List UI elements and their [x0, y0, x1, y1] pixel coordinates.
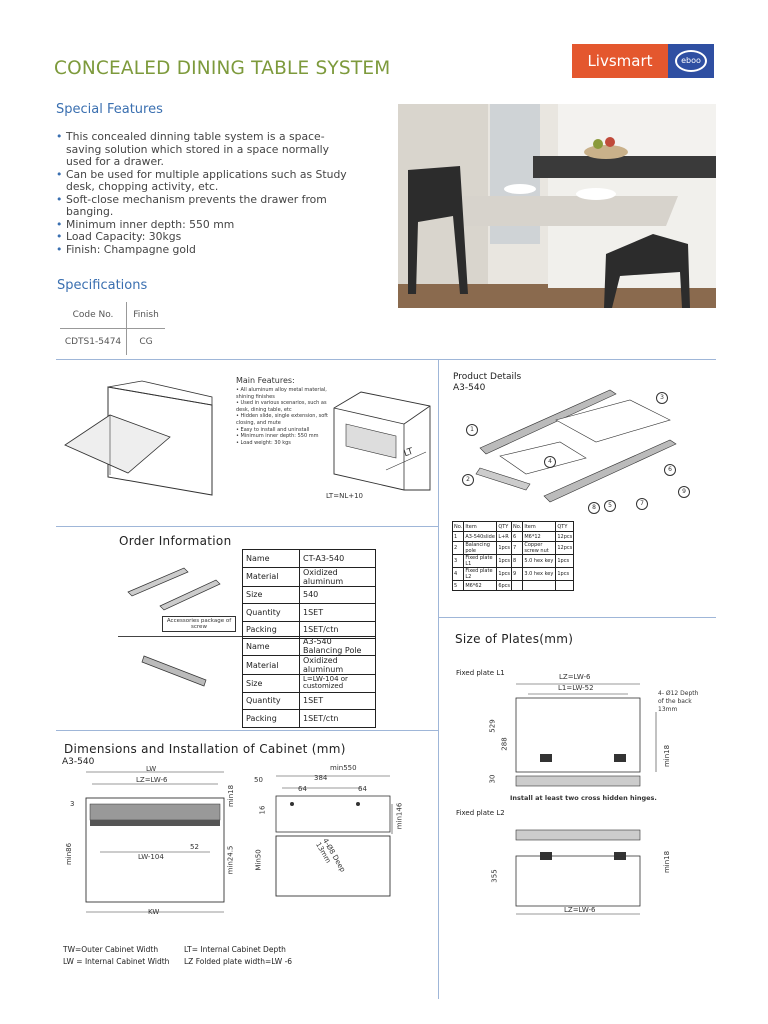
specifications-heading: Specifications [57, 278, 148, 293]
order-value: Oxidized aluminum [300, 567, 376, 586]
main-features-heading: Main Features: [236, 376, 295, 385]
order-row [243, 675, 376, 693]
callout-9: 9 [678, 486, 690, 498]
divider [118, 636, 242, 637]
order-value: A3-540 Balancing Pole [300, 637, 376, 656]
order-key: Material [243, 656, 300, 675]
parts-table [452, 521, 574, 591]
order-table-pole [242, 636, 376, 728]
cabinet-open-illustration [60, 375, 220, 500]
parts-cell: 5 [453, 581, 464, 591]
cabinet-heading: Dimensions and Installation of Cabinet (mm) [64, 742, 346, 756]
callout-4: 4 [544, 456, 556, 468]
legend-lt: LT= Internal Cabinet Depth [184, 945, 286, 954]
order-row [243, 692, 376, 710]
order-row [243, 656, 376, 675]
spec-code-value: CDTS1-5474 [60, 329, 127, 356]
dim-529: 529 [488, 719, 497, 733]
dim-288: 288 [500, 737, 509, 751]
order-key: Quantity [243, 692, 300, 710]
legend-lz: LZ Folded plate width=LW -6 [184, 957, 293, 966]
parts-cell [512, 581, 523, 591]
main-feature-item: • Used in various scenarios, such as desk, dining table, etc [236, 400, 327, 413]
parts-cell: 1pcs [497, 568, 512, 581]
parts-cell: 4 [453, 568, 464, 581]
order-value: 1SET/ctn [300, 710, 376, 728]
order-row [243, 637, 376, 656]
order-row [243, 604, 376, 622]
balancing-pole-illustration [140, 652, 210, 698]
dim-min245: min24.5 [226, 845, 235, 875]
parts-row [453, 581, 574, 591]
parts-cell: M6*12 [523, 532, 556, 542]
parts-cell: 9 [512, 568, 523, 581]
feature-item: • This concealed dinning table system is a space-saving solution which stored in a space normally used for a drawer. [56, 131, 356, 169]
parts-cell: 12pcs [556, 542, 574, 555]
parts-row [453, 568, 574, 581]
feature-item: • Minimum inner depth: 550 mm [56, 219, 356, 232]
parts-header-row [453, 522, 574, 532]
dim-kw: KW [148, 908, 160, 916]
dim-64a: 64 [298, 785, 307, 793]
parts-cell: 6 [512, 532, 523, 542]
feature-item: • Can be used for multiple applications such as Study desk, chopping activity, etc. [56, 169, 356, 194]
install-note: Install at least two cross hidden hinges. [510, 794, 657, 802]
specifications-table [60, 302, 165, 355]
dim-lz: LZ=LW-6 [559, 673, 591, 681]
dim-30: 30 [488, 774, 497, 784]
order-value: CT-A3-540 [300, 550, 376, 568]
parts-cell: A3-540slide [465, 533, 495, 540]
plate-l2-label: Fixed plate L2 [456, 809, 505, 817]
order-key: Quantity [243, 604, 300, 622]
cabinet-side-drawing [262, 764, 412, 914]
main-feature-item: • Load weight: 30 kgs [236, 439, 291, 446]
callout-8: 8 [588, 502, 600, 514]
dim-64b: 64 [358, 785, 367, 793]
divider [56, 526, 438, 527]
parts-row [453, 532, 574, 542]
main-feature-item: • Hidden slide, single extension, soft closing, and mute [236, 413, 328, 426]
special-features-heading: Special Features [56, 102, 163, 117]
parts-header: No. [513, 523, 522, 530]
order-key: Material [243, 567, 300, 586]
callout-1: 1 [466, 424, 478, 436]
plates-heading: Size of Plates(mm) [455, 632, 574, 646]
dim-52: 52 [190, 843, 199, 851]
order-key: Size [243, 675, 300, 693]
cabinet-front-drawing [60, 764, 250, 924]
order-key: Size [243, 586, 300, 604]
order-table-slide [242, 549, 376, 639]
order-row [243, 710, 376, 728]
product-photo [398, 104, 716, 308]
callout-7: 7 [636, 498, 648, 510]
feature-item: • Load Capacity: 30kgs [56, 231, 356, 244]
divider [56, 730, 438, 731]
dim-lw: LW [146, 765, 157, 773]
order-value: Oxidized aluminum [300, 656, 376, 675]
callout-2: 2 [462, 474, 474, 486]
parts-cell [556, 581, 574, 591]
lt-label: LT [402, 446, 415, 460]
parts-row [453, 542, 574, 555]
parts-cell: 7 [512, 542, 523, 555]
cabinet-model: A3-540 [62, 757, 95, 767]
page-title: CONCEALED DINING TABLE SYSTEM [54, 58, 391, 79]
parts-cell: Fixed plate L2 [464, 568, 497, 581]
divider-vertical [438, 359, 439, 999]
dim-355: 355 [490, 869, 499, 883]
order-row [243, 550, 376, 568]
feature-list [56, 131, 356, 256]
order-key: Name [243, 550, 300, 568]
order-key: Packing [243, 621, 300, 639]
parts-header: No. [454, 523, 463, 530]
parts-cell: 3 [453, 555, 464, 568]
parts-cell: 8 [512, 555, 523, 568]
main-feature-item: • Minimum inner depth: 550 mm [236, 433, 319, 440]
divider [438, 617, 716, 618]
livsmart-logo: Livsmart [572, 44, 668, 78]
plate-l2-drawing [480, 820, 680, 920]
dim-min18-cab: min18 [227, 784, 236, 808]
parts-cell: M6*62 [464, 581, 497, 591]
order-value: 1SET/ctn [300, 621, 376, 639]
parts-cell: Balancing pole [464, 542, 497, 555]
cabinet-closed-illustration [326, 388, 436, 493]
legend-lw: LW = Internal Cabinet Width [63, 957, 170, 966]
legend-tw: TW=Outer Cabinet Width [63, 945, 159, 954]
main-feature-item: • Easy to install and uninstall [236, 426, 310, 433]
order-value: 1SET [300, 692, 376, 710]
parts-cell: 5.0 hex key [523, 555, 556, 568]
callout-5: 5 [604, 500, 616, 512]
parts-cell: 2 [453, 542, 464, 555]
parts-cell: Fixed plate L1 [464, 555, 497, 568]
dim-min86: min86 [65, 842, 74, 866]
dim-l1: L1=LW-52 [558, 684, 594, 692]
dim-3: 3 [70, 800, 75, 808]
dim-lw104: LW-104 [138, 853, 164, 861]
parts-cell: 1 [453, 532, 464, 542]
parts-header: QTY [497, 522, 512, 532]
parts-header: QTY [556, 522, 574, 532]
dim-lz-cab: LZ=LW-6 [136, 776, 168, 784]
order-key: Packing [243, 710, 300, 728]
main-features-list [236, 387, 332, 446]
parts-cell: 1pcs [556, 568, 574, 581]
parts-header: Item [523, 522, 556, 532]
lt-formula: LT=NL+10 [326, 492, 363, 500]
dim-min550: min550 [330, 764, 357, 772]
dim-min146: min146 [395, 802, 404, 830]
callout-6: 6 [664, 464, 676, 476]
main-feature-item: • All aluminum alloy metal material, shining finishes [236, 387, 327, 400]
parts-cell: Copper screw nut [523, 542, 556, 555]
callout-3: 3 [656, 392, 668, 404]
dim-lz2: LZ=LW-6 [564, 906, 596, 914]
parts-cell: L+R [497, 532, 512, 542]
order-value: L=LW-104 or customized [300, 675, 376, 693]
plate-l1-label: Fixed plate L1 [456, 669, 505, 677]
divider [56, 359, 716, 360]
order-info-heading: Order Information [119, 534, 232, 548]
feature-item: • Soft-close mechanism prevents the drawer from banging. [56, 194, 356, 219]
parts-cell: 3.0 hex key [523, 568, 556, 581]
hole-note: 4- Ø12 Depth of the back 13mm [658, 690, 699, 713]
dim-50: 50 [254, 776, 263, 784]
dim-min50: Min50 [254, 849, 263, 871]
order-value: 1SET [300, 604, 376, 622]
accessories-label: Accessories package of screw [162, 616, 236, 632]
parts-cell: 1pcs [497, 542, 512, 555]
spec-code-header: Code No. [60, 302, 127, 329]
product-details-model: A3-540 [453, 383, 486, 393]
dim-holes: 4-Ø8 Deep 13mm [314, 836, 347, 874]
product-details-heading: Product Details [453, 372, 522, 382]
order-value: 540 [300, 586, 376, 604]
slide-illustration [124, 562, 230, 614]
order-row [243, 586, 376, 604]
spec-finish-value: CG [127, 329, 166, 356]
parts-cell: 1pcs [556, 555, 574, 568]
order-row [243, 567, 376, 586]
parts-cell [523, 581, 556, 591]
parts-cell: 12pcs [557, 533, 573, 540]
brand-logo [572, 44, 714, 78]
order-key: Name [243, 637, 300, 656]
feature-item: • Finish: Champagne gold [56, 244, 356, 257]
dim-16: 16 [258, 805, 267, 815]
dim-min18: min18 [663, 744, 672, 768]
eboo-logo: eboo [668, 44, 714, 78]
dim-min18b: min18 [663, 850, 672, 874]
parts-cell: 1pcs [497, 555, 512, 568]
parts-header: Item [464, 522, 497, 532]
dim-384: 384 [314, 774, 328, 782]
spec-finish-header: Finish [127, 302, 166, 329]
parts-cell: 6pcs [498, 582, 511, 589]
parts-row [453, 555, 574, 568]
